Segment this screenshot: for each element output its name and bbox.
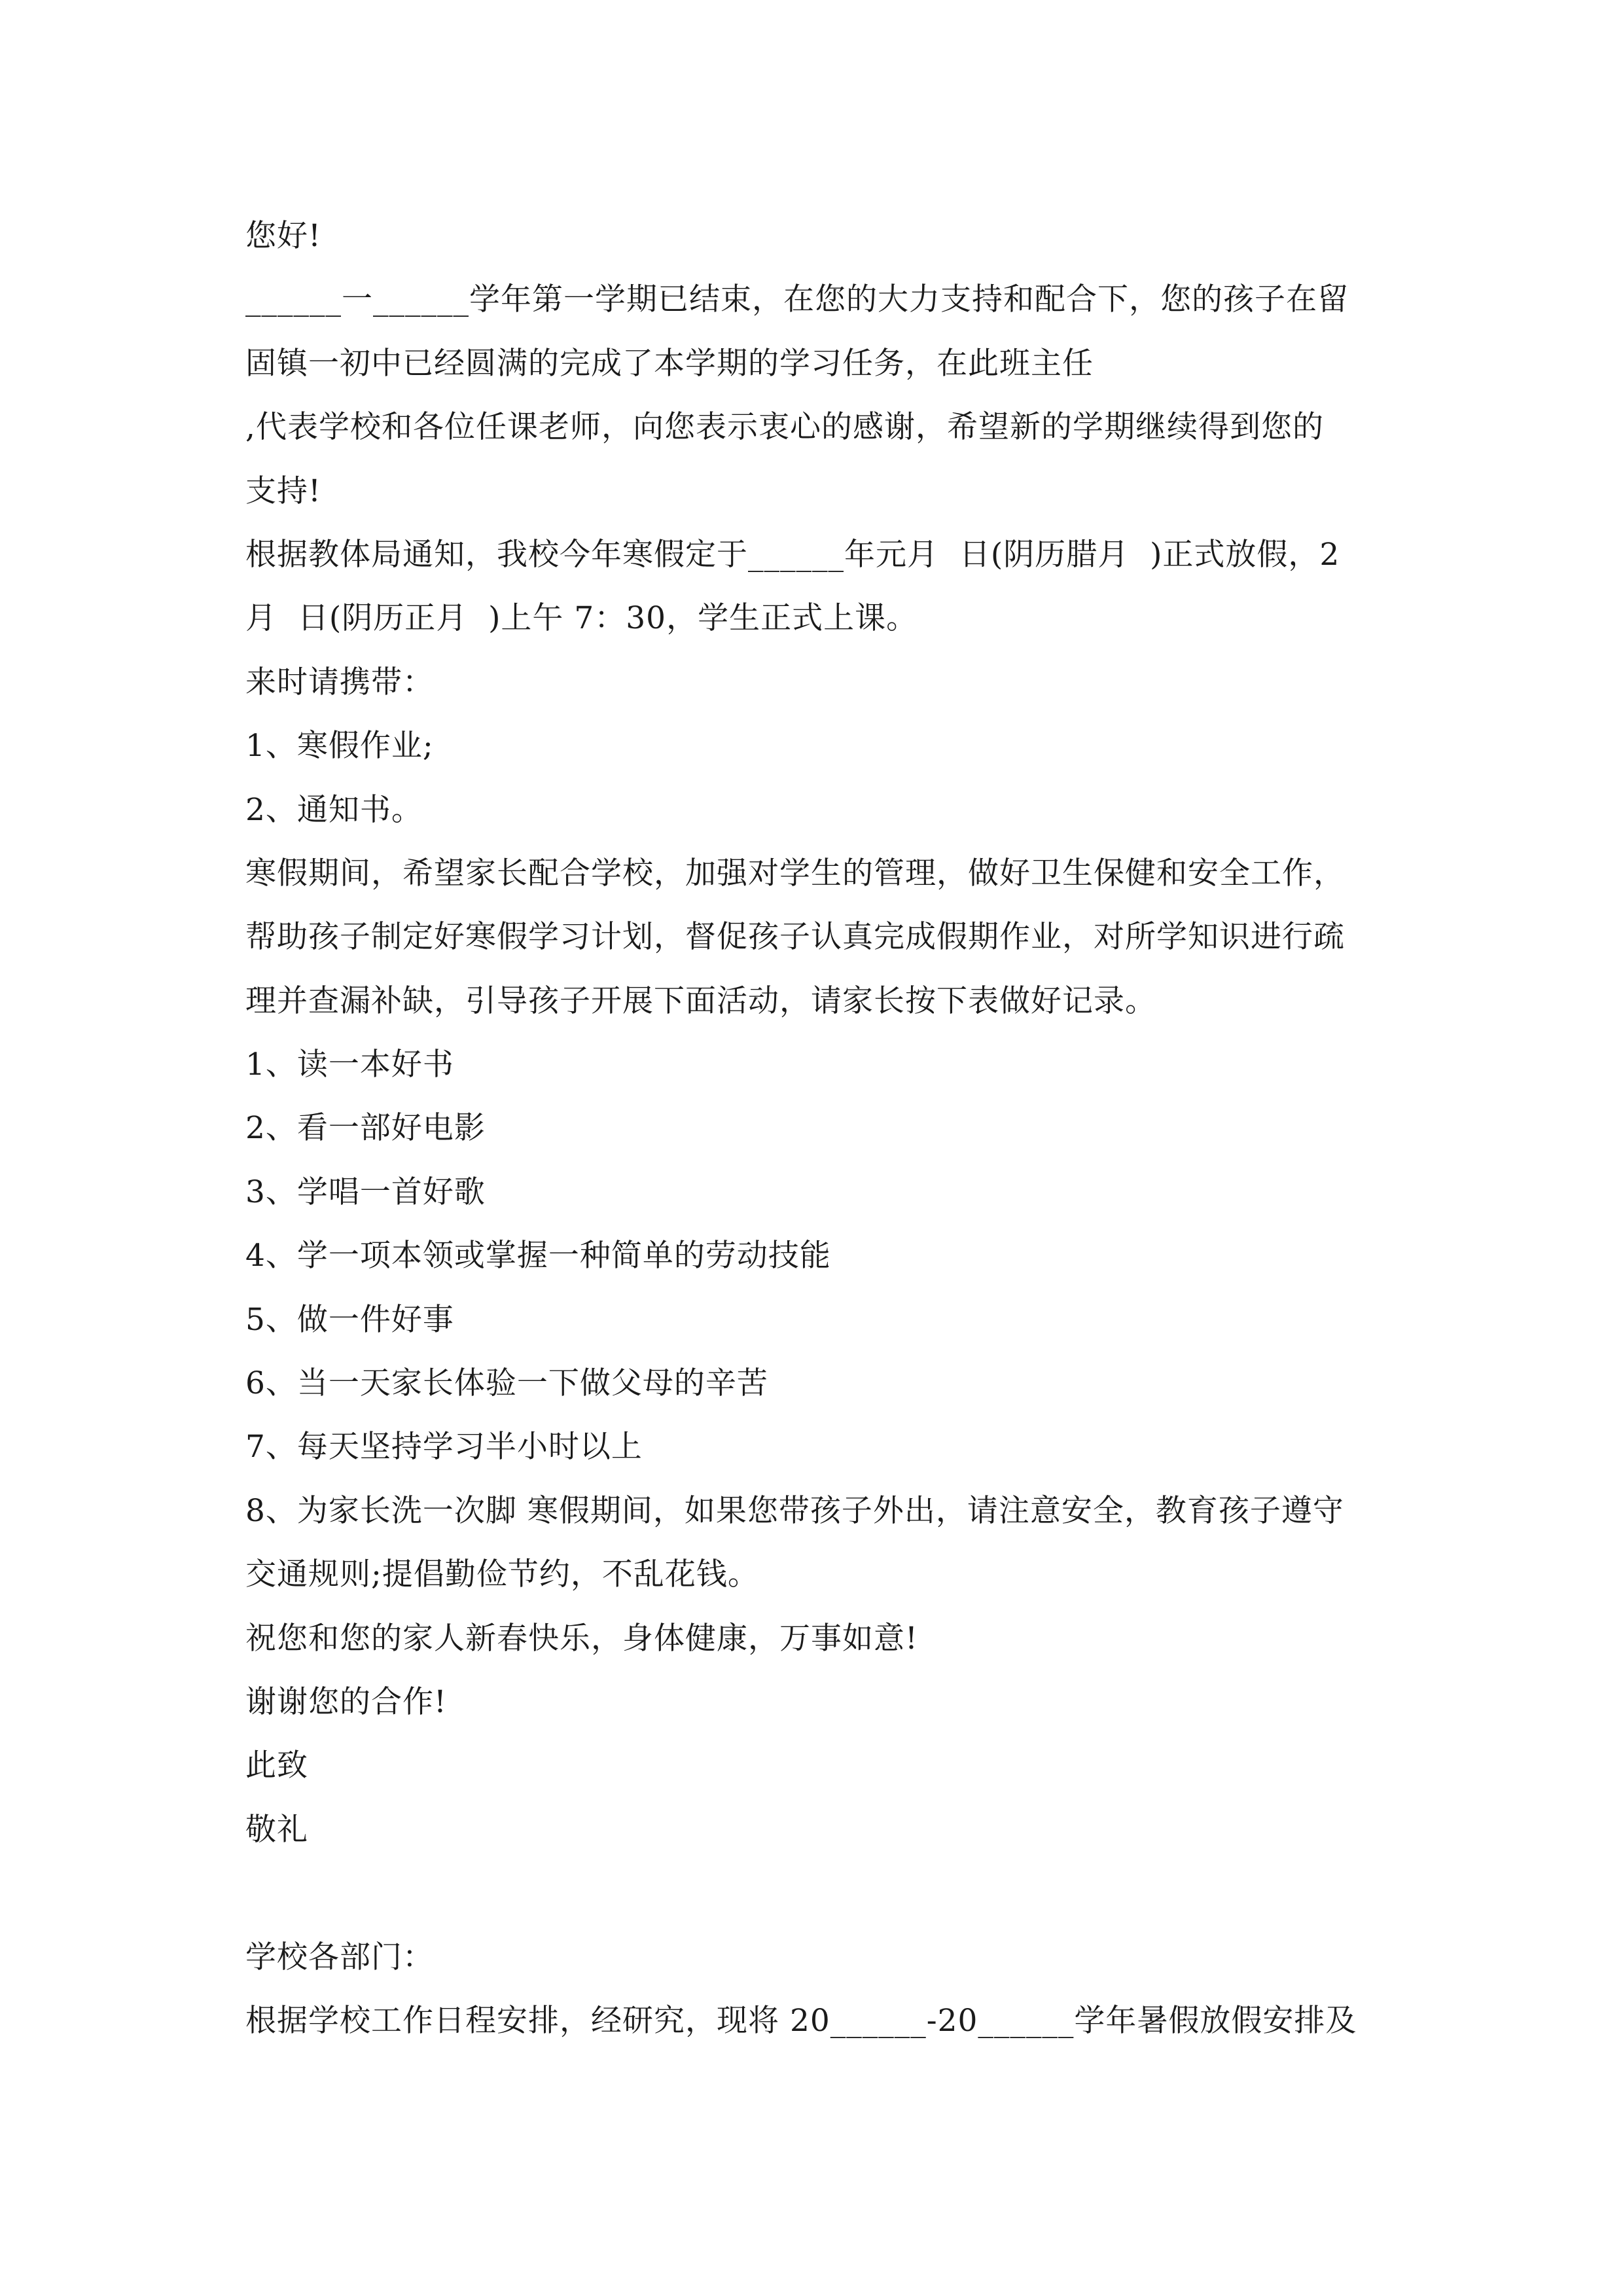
activity-item: 3、学唱一首好歌 xyxy=(245,1174,486,1210)
closing-2: 敬礼 xyxy=(245,1811,308,1848)
holiday-line-3: 理并查漏补缺，引导孩子开展下面活动，请家长按下表做好记录。 xyxy=(245,982,1156,1019)
intro-line-4: 支持! xyxy=(245,473,321,509)
notice-body: 根据学校工作日程安排，经研究，现将 20______-20______学年暑假放假安排及 xyxy=(245,2002,1357,2039)
bring-item-2: 2、通知书。 xyxy=(245,791,423,828)
activity-item: 6、当一天家长体验一下做父母的辛苦 xyxy=(245,1365,768,1402)
closing-1: 此致 xyxy=(245,1748,308,1784)
greeting: 您好! xyxy=(245,218,321,254)
bring-item-1: 1、寒假作业; xyxy=(245,728,434,764)
schedule-line-1: 根据教体局通知，我校今年寒假定于______年元月 日(阴历腊月 )正式放假，2 xyxy=(245,536,1340,573)
intro-line-2: 固镇一初中已经圆满的完成了本学期的学习任务，在此班主任 xyxy=(245,345,1094,382)
activity-8-line-1: 8、为家长洗一次脚 寒假期间，如果您带孩子外出，请注意安全，教育孩子遵守 xyxy=(245,1492,1344,1529)
intro-line-3: ,代表学校和各位任课老师，向您表示衷心的感谢，希望新的学期继续得到您的 xyxy=(245,409,1324,446)
thanks: 谢谢您的合作! xyxy=(245,1683,447,1720)
activity-item: 2、看一部好电影 xyxy=(245,1110,486,1147)
bring-heading: 来时请携带： xyxy=(245,664,434,700)
document-body xyxy=(245,204,1397,2053)
notice-salutation: 学校各部门： xyxy=(245,1939,434,1975)
activity-item: 1、读一本好书 xyxy=(245,1047,454,1083)
schedule-line-2: 月 日(阴历正月 )上午 7：30，学生正式上课。 xyxy=(245,600,918,637)
activity-8-line-2: 交通规则;提倡勤俭节约，不乱花钱。 xyxy=(245,1556,759,1593)
holiday-line-1: 寒假期间，希望家长配合学校，加强对学生的管理，做好卫生保健和安全工作， xyxy=(245,855,1345,891)
section-gap xyxy=(245,1861,1397,1925)
wishes: 祝您和您的家人新春快乐，身体健康，万事如意! xyxy=(245,1620,918,1657)
intro-line-1: ______一______学年第一学期已结束，在您的大力支持和配合下，您的孩子在留 xyxy=(245,281,1349,318)
activity-item: 7、每天坚持学习半小时以上 xyxy=(245,1429,643,1465)
activity-item: 5、做一件好事 xyxy=(245,1301,454,1338)
activity-item: 4、学一项本领或掌握一种简单的劳动技能 xyxy=(245,1238,831,1274)
holiday-line-2: 帮助孩子制定好寒假学习计划，督促孩子认真完成假期作业，对所学知识进行疏 xyxy=(245,919,1345,956)
